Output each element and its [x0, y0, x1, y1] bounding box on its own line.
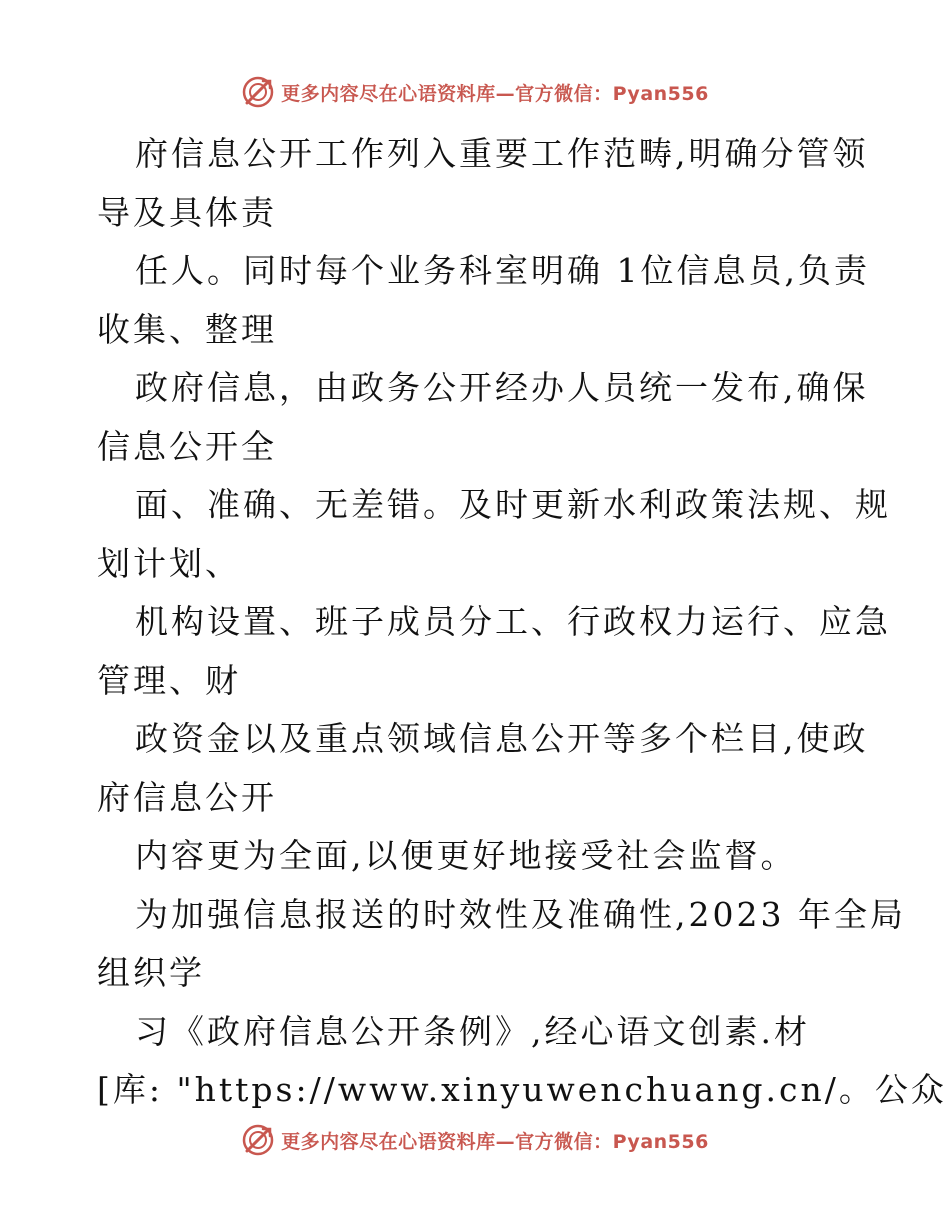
watermark-text: 更多内容尽在心语资料库—官方微信：Pyan556 [281, 82, 709, 105]
footer-watermark [0, 1120, 950, 1160]
text-line: 府信息公开 [97, 777, 277, 817]
text-line: 组织学 [97, 953, 205, 992]
text-line: 内容更为全面,以便更好地接受社会监督。 [135, 836, 797, 875]
text-line: 面、准确、无差错。及时更新水利政策法规、规 [135, 485, 891, 524]
text-line: 政资金以及重点领域信息公开等多个栏目,使政 [135, 719, 869, 758]
text-line: 导及具体责 [97, 192, 277, 232]
text-line: 政府信息，由政务公开经办人员统一发布,确保 [135, 368, 869, 407]
text-line: 任人。同时每个业务科室明确 1位信息员,负责 [135, 251, 870, 290]
watermark-text: 更多内容尽在心语资料库—官方微信：Pyan556 [281, 1130, 709, 1153]
text-line: 管理、财 [97, 660, 241, 700]
text-line: 习《政府信息公开条例》,经心语文创素.材 [135, 1011, 810, 1051]
brand-logo-icon [241, 1123, 275, 1157]
text-line: [库: "https://www.xinyuwenchuang.cn/。公众 [97, 1070, 947, 1109]
text-line: 收集、整理 [97, 309, 277, 349]
text-line: 信息公开全 [97, 426, 277, 466]
text-line: 划计划、 [97, 543, 241, 583]
text-line: 机构设置、班子成员分工、行政权力运行、应急 [135, 602, 891, 641]
text-line: 为加强信息报送的时效性及准确性,2023 年全局 [135, 894, 906, 934]
text-line: 府信息公开工作列入重要工作范畴,明确分管领 [135, 134, 869, 173]
brand-logo-icon [241, 75, 275, 109]
document-body [97, 125, 947, 1120]
header-watermark [0, 72, 950, 112]
